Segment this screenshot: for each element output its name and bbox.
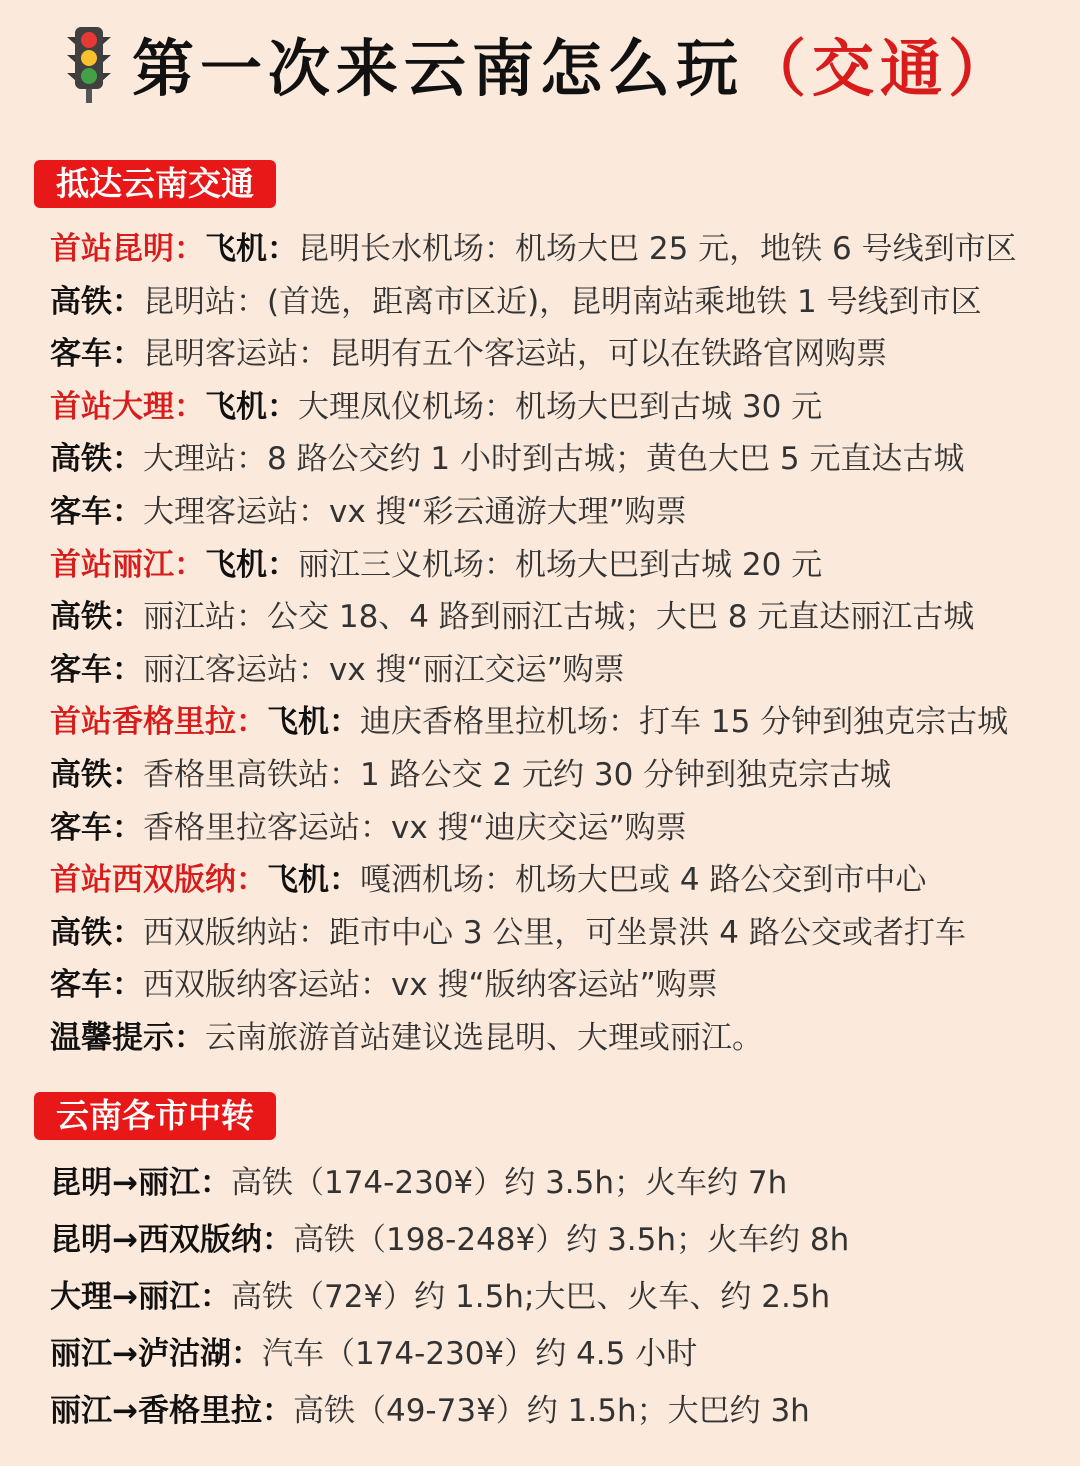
transport-label: 高铁：: [50, 599, 143, 636]
transport-detail: 昆明客运站：昆明有五个客运站，可以在铁路官网购票: [143, 336, 887, 373]
transport-detail: 云南旅游首站建议选昆明、大理或丽江。: [205, 1019, 763, 1056]
page-title: [132, 19, 1016, 108]
transport-label: 高铁：: [50, 756, 143, 793]
transport-detail: 西双版纳站：距市中心 3 公里，可坐景洪 4 路公交或者打车: [143, 914, 966, 951]
transport-label: 飞机：: [205, 546, 298, 583]
destination-label: 首站昆明：: [50, 231, 205, 267]
list-item: [50, 1269, 1060, 1326]
route-label: 丽江→香格里拉：: [50, 1393, 293, 1429]
transport-label: 高铁：: [50, 441, 143, 478]
transport-detail: 迪庆香格里拉机场：打车 15 分钟到独克宗古城: [360, 704, 1009, 741]
list-item: [50, 1012, 1060, 1065]
list-item: [50, 276, 1060, 329]
arrival-list: [50, 223, 1060, 1065]
title-main: 第一次来云南怎么玩: [131, 31, 744, 105]
transport-label: 客车：: [50, 651, 143, 688]
route-label: 昆明→丽江：: [50, 1165, 231, 1201]
transport-detail: 西双版纳客运站：vx 搜“版纳客运站”购票: [143, 967, 718, 1004]
transport-label: 飞机：: [205, 388, 298, 425]
transport-label: 客车：: [50, 809, 143, 846]
transport-detail: 香格里拉客运站：vx 搜“迪庆交运”购票: [143, 809, 687, 846]
transport-detail: 大理凤仪机场：机场大巴到古城 30 元: [298, 388, 823, 425]
transport-detail: 昆明长水机场：机场大巴 25 元，地铁 6 号线到市区: [298, 231, 1017, 267]
transfer-list: [50, 1155, 1060, 1440]
route-label: 丽江→泸沽湖：: [50, 1336, 262, 1372]
list-item: [50, 328, 1060, 381]
route-label: 昆明→西双版纳：: [50, 1222, 293, 1258]
destination-label: 首站大理：: [50, 388, 205, 425]
transport-label: 客车：: [50, 967, 143, 1004]
transport-label: 飞机：: [205, 231, 298, 267]
transport-label: 客车：: [50, 336, 143, 373]
list-item: [50, 381, 1060, 434]
list-item: [50, 802, 1060, 855]
destination-label: 首站香格里拉：: [50, 704, 267, 741]
header: [0, 18, 1080, 108]
transport-label: 温馨提示：: [50, 1019, 205, 1056]
transport-detail: 香格里高铁站：1 路公交 2 元约 30 分钟到独克宗古城: [143, 756, 892, 793]
traffic-light-icon: [64, 23, 114, 103]
transport-detail: 嘎洒机场：机场大巴或 4 路公交到市中心: [360, 862, 927, 899]
title-accent: （交通）: [744, 31, 1017, 105]
list-item: [50, 959, 1060, 1012]
list-item: [50, 1212, 1060, 1269]
list-item: [50, 591, 1060, 644]
route-detail: 高铁（174-230¥）约 3.5h；火车约 7h: [230, 1165, 788, 1201]
transport-detail: 丽江客运站：vx 搜“丽江交运”购票: [143, 651, 625, 688]
list-item: [50, 1155, 1060, 1212]
section-heading-arrival: 抵达云南交通: [34, 160, 276, 208]
list-item: [50, 433, 1060, 486]
list-item: [50, 1326, 1060, 1383]
route-detail: 汽车（174-230¥）约 4.5 小时: [261, 1336, 698, 1372]
list-item: [50, 223, 1060, 276]
list-item: [50, 749, 1060, 802]
transport-detail: 丽江站：公交 18、4 路到丽江古城；大巴 8 元直达丽江古城: [143, 599, 975, 636]
transport-label: 高铁：: [50, 283, 143, 320]
route-detail: 高铁（72¥）约 1.5h;大巴、火车、约 2.5h: [230, 1279, 831, 1315]
transport-label: 飞机：: [267, 862, 360, 899]
route-label: 大理→丽江：: [50, 1279, 231, 1315]
list-item: [50, 644, 1060, 697]
transport-detail: 丽江三义机场：机场大巴到古城 20 元: [298, 546, 823, 583]
transport-label: 高铁：: [50, 914, 143, 951]
transport-label: 飞机：: [267, 704, 360, 741]
transport-detail: 大理客运站：vx 搜“彩云通游大理”购票: [143, 493, 687, 530]
transport-detail: 大理站：8 路公交约 1 小时到古城；黄色大巴 5 元直达古城: [143, 441, 965, 478]
list-item: [50, 1383, 1060, 1440]
list-item: [50, 539, 1060, 592]
list-item: [50, 854, 1060, 907]
route-detail: 高铁（49-73¥）约 1.5h；大巴约 3h: [292, 1393, 810, 1429]
transport-label: 客车：: [50, 493, 143, 530]
destination-label: 首站西双版纳：: [50, 862, 267, 899]
transport-detail: 昆明站：(首选，距离市区近)，昆明南站乘地铁 1 号线到市区: [143, 283, 982, 320]
destination-label: 首站丽江：: [50, 546, 205, 583]
route-detail: 高铁（198-248¥）约 3.5h；火车约 8h: [292, 1222, 850, 1258]
list-item: [50, 696, 1060, 749]
list-item: [50, 907, 1060, 960]
section-heading-transfer: 云南各市中转: [34, 1092, 276, 1140]
list-item: [50, 486, 1060, 539]
